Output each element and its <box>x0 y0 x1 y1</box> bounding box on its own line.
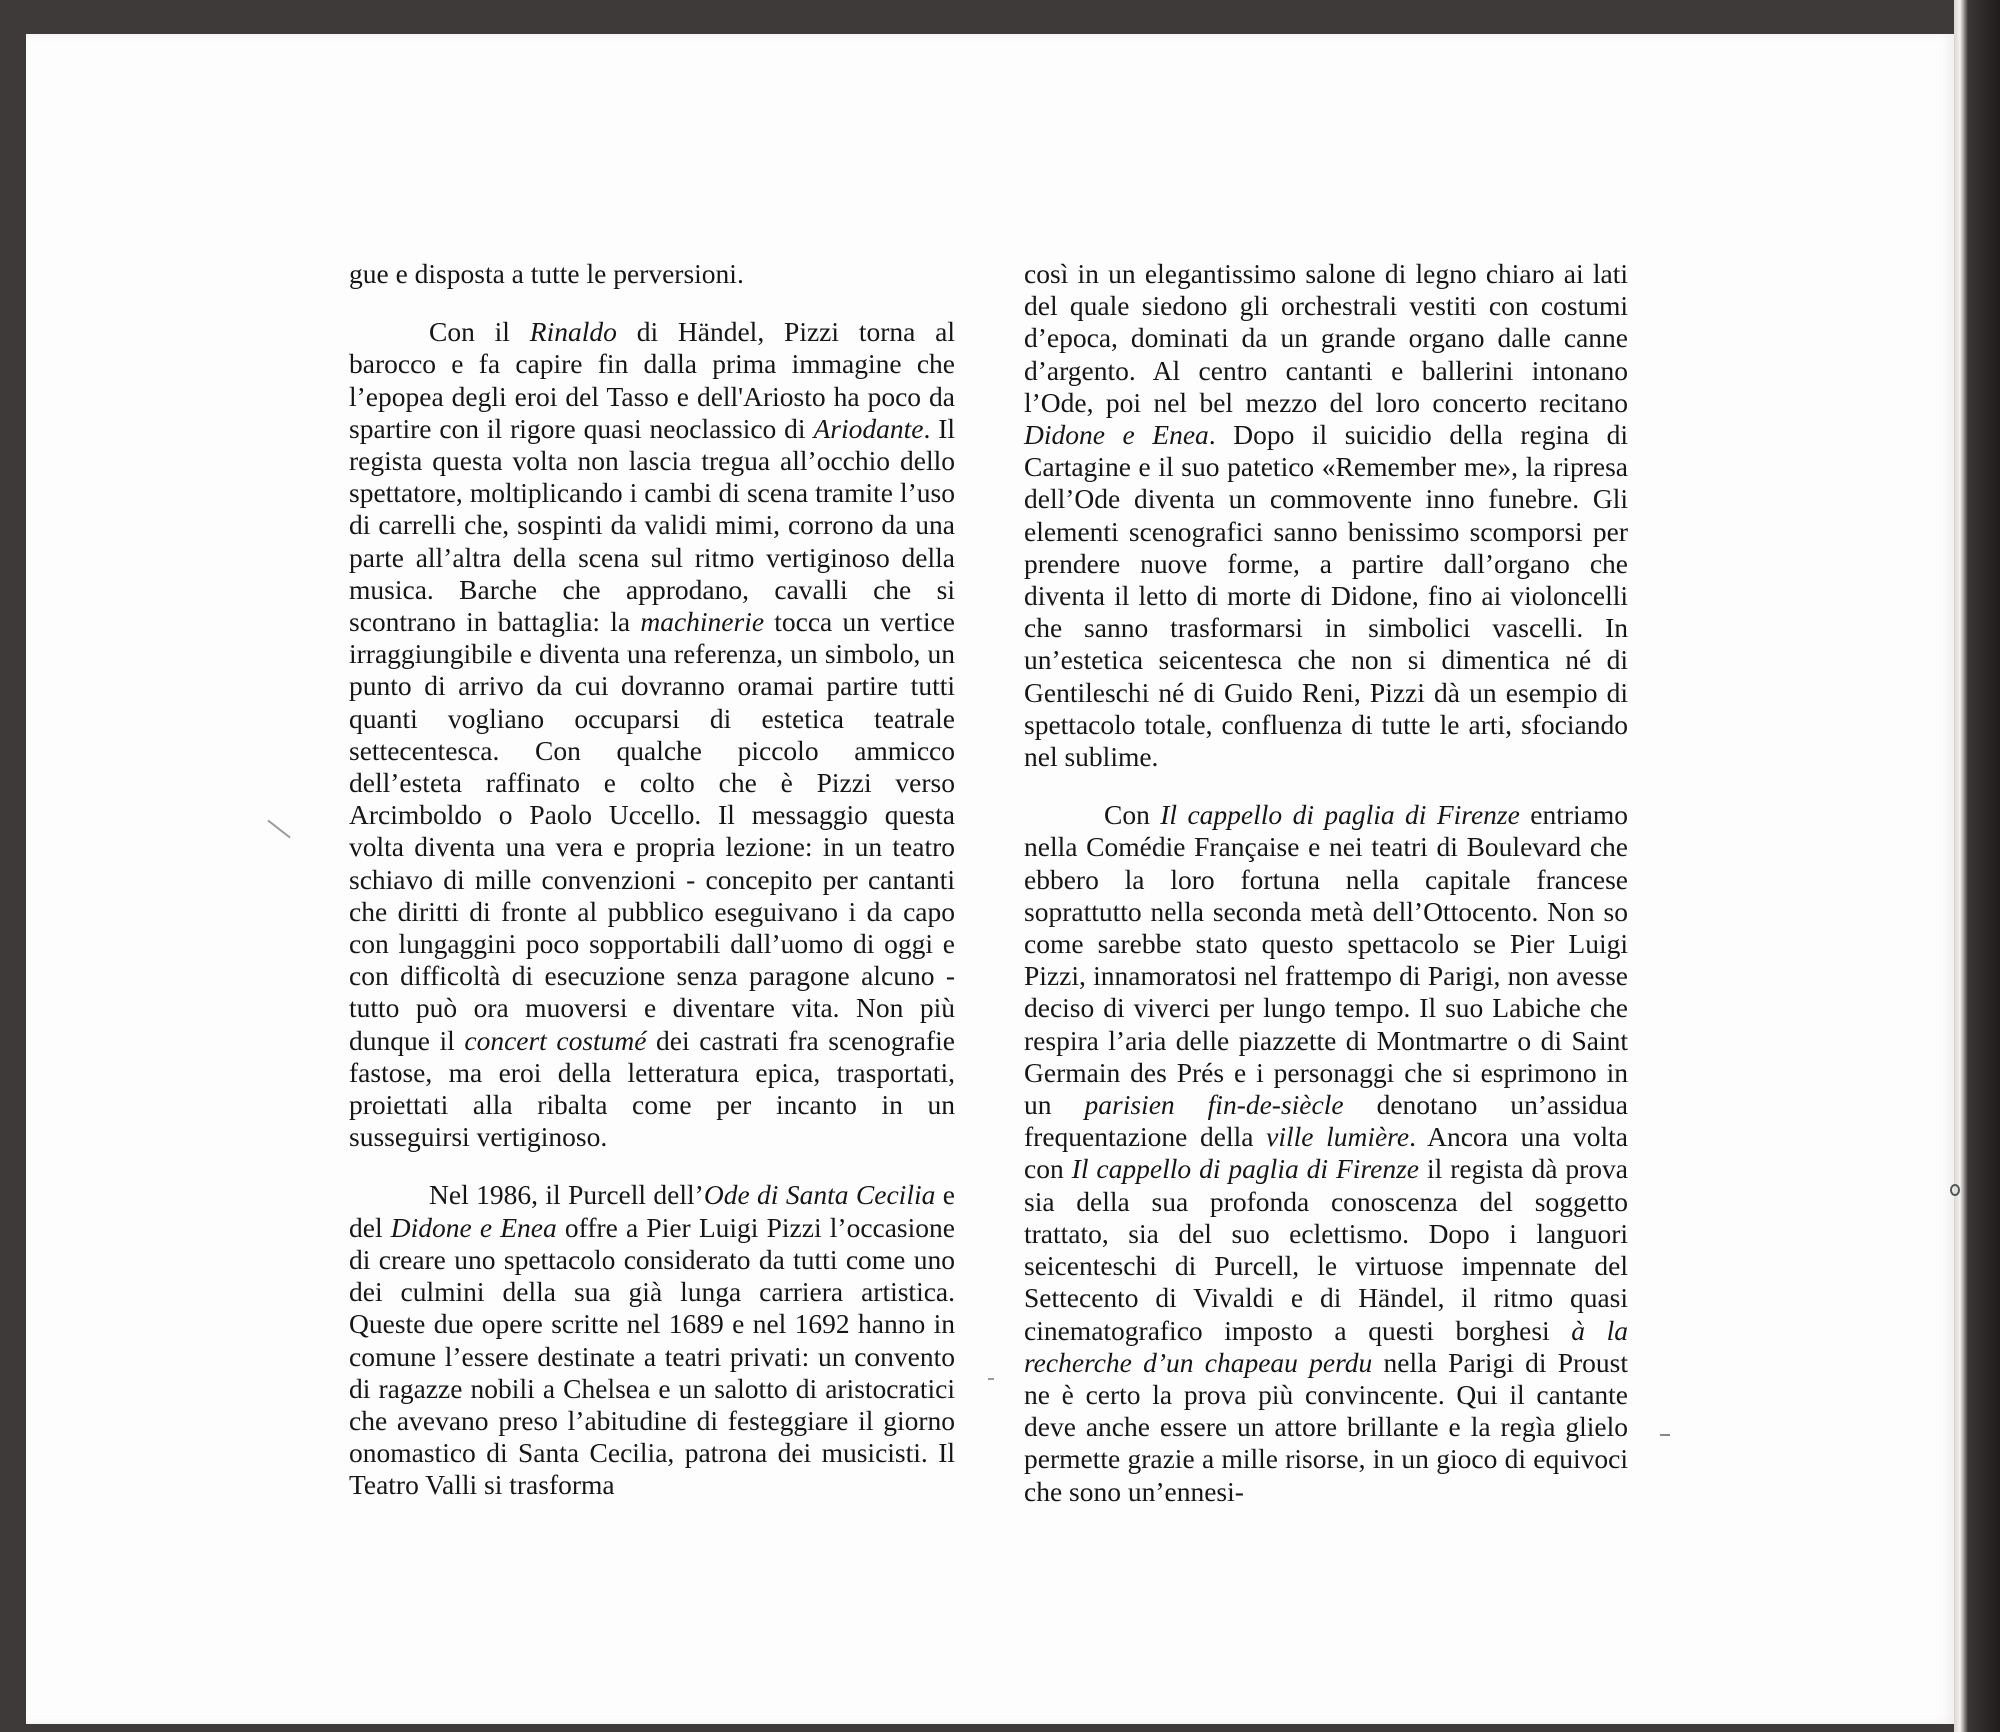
margin-mark <box>1950 1184 1960 1196</box>
paragraph: Con Il cappello di paglia di Firenze entriamo nella Comédie Française e nei teatri di Boulevard che ebbero la loro fortuna nella capitale francese soprattutto nella seconda metà dell’Ottocento. Non so come sarebbe stato questo spettacolo se Pier Luigi Pizzi, innamoratosi nel frattempo di Parigi, non avesse deciso di viverci per lungo tempo. Il suo Labiche che respira l’aria delle piazzette di Montmartre o di Saint Germain des Prés e i personaggi che si esprimono in un parisien fin-de-siècle denotano un’assidua frequentazione della ville lumière. Ancora una volta con Il cappello di paglia di Firenze il regista dà prova sia della sua profonda conoscenza del soggetto trattato, sia del suo eclettismo. Dopo i languori seicenteschi di Purcell, le virtuose impennate del Settecento di Vivaldi e di Händel, il ritmo quasi cinematografico imposto a questi borghesi à la recherche d’un chapeau perdu nella Parigi di Proust ne è certo la prova più convincente. Qui il cantante deve anche essere un attore brillante e la regìa glielo permette grazie a mille risorse, in un gioco di equivoci che sono un’ennesi- <box>1024 799 1629 1507</box>
book-spine-edge <box>1954 0 2000 1732</box>
margin-mark <box>1660 1434 1670 1436</box>
paragraph: così in un elegantissimo salone di legno chiaro ai lati del quale siedono gli orchestrali vestiti con costumi d’epoca, dominati da un grande organo dalle canne d’argento. Al centro cantanti e ballerini intonano l’Ode, poi nel bel mezzo del loro concerto recitano Didone e Enea. Dopo il suicidio della regina di Cartagine e il suo patetico «Remember me», la ripresa dell’Ode diventa un commovente inno funebre. Gli elementi scenografici sanno benissimo scomporsi per prendere nuove forme, a partire dall’organo che diventa il letto di morte di Didone, fino ai violoncelli che sanno trasformarsi in simbolici vascelli. In un’estetica seicentesca che non si dimentica né di Gentileschi né di Guido Reni, Pizzi dà un esempio di spettacolo totale, confluenza di tutte le arti, sfociando nel sublime. <box>1024 258 1628 773</box>
paragraph: Con il Rinaldo di Händel, Pizzi torna al barocco e fa capire fin dalla prima immagine che l’epopea degli eroi del Tasso e dell'Ariosto ha poco da spartire con il rigore quasi neoclassico di Ariodante. Il regista questa volta non lascia tregua all’occhio dello spettatore, moltiplicando i cambi di scena tramite l’uso di carrelli che, sospinti da validi mimi, corrono da una parte all’altra della scena sul ritmo vertiginoso della musica. Barche che approdano, cavalli che si scontrano in battaglia: la machinerie tocca un vertice irraggiungibile e diventa una referenza, un simbolo, un punto di arrivo da cui dovranno oramai partire tutti quanti vogliano occuparsi di estetica teatrale settecentesca. Con qualche piccolo ammicco dell’esteta raffinato e colto che è Pizzi verso Arcimboldo o Paolo Uccello. Il messaggio questa volta diventa una vera e propria lezione: in un teatro schiavo di mille convenzioni - concepito per cantanti che diritti di fronte al pubblico eseguivano i da capo con lungaggini poco sopportabili dall’uomo di oggi e con difficoltà di esecuzione senza paragone alcuno - tutto può ora muoversi e diventare vita. Non più dunque il concert costumé dei castrati fra scenografie fastose, ma eroi della letteratura epica, trasportati, proiettati alla ribalta come per incanto in un susseguirsi vertiginoso. <box>349 316 956 1153</box>
paragraph: gue e disposta a tutte le perversioni. <box>349 258 744 289</box>
book-page <box>26 34 1954 1724</box>
right-text-column <box>1024 258 1628 1508</box>
paragraph: Nel 1986, il Purcell dell’Ode di Santa Cecilia e del Didone e Enea offre a Pier Luigi Pizzi l’occasione di creare uno spettacolo considerato da tutti come uno dei culmini della sua già lunga carriera artistica. Queste due opere scritte nel 1689 e nel 1692 hanno in comune l’essere destinate a teatri privati: un convento di ragazze nobili a Chelsea e un salotto di aristocratici che avevano preso l’abitudine di festeggiare il giorno onomastico di Santa Cecilia, patrona dei musicisti. Il Teatro Valli si trasforma <box>349 1179 955 1501</box>
margin-mark <box>988 1378 994 1380</box>
left-text-column <box>349 258 955 1502</box>
